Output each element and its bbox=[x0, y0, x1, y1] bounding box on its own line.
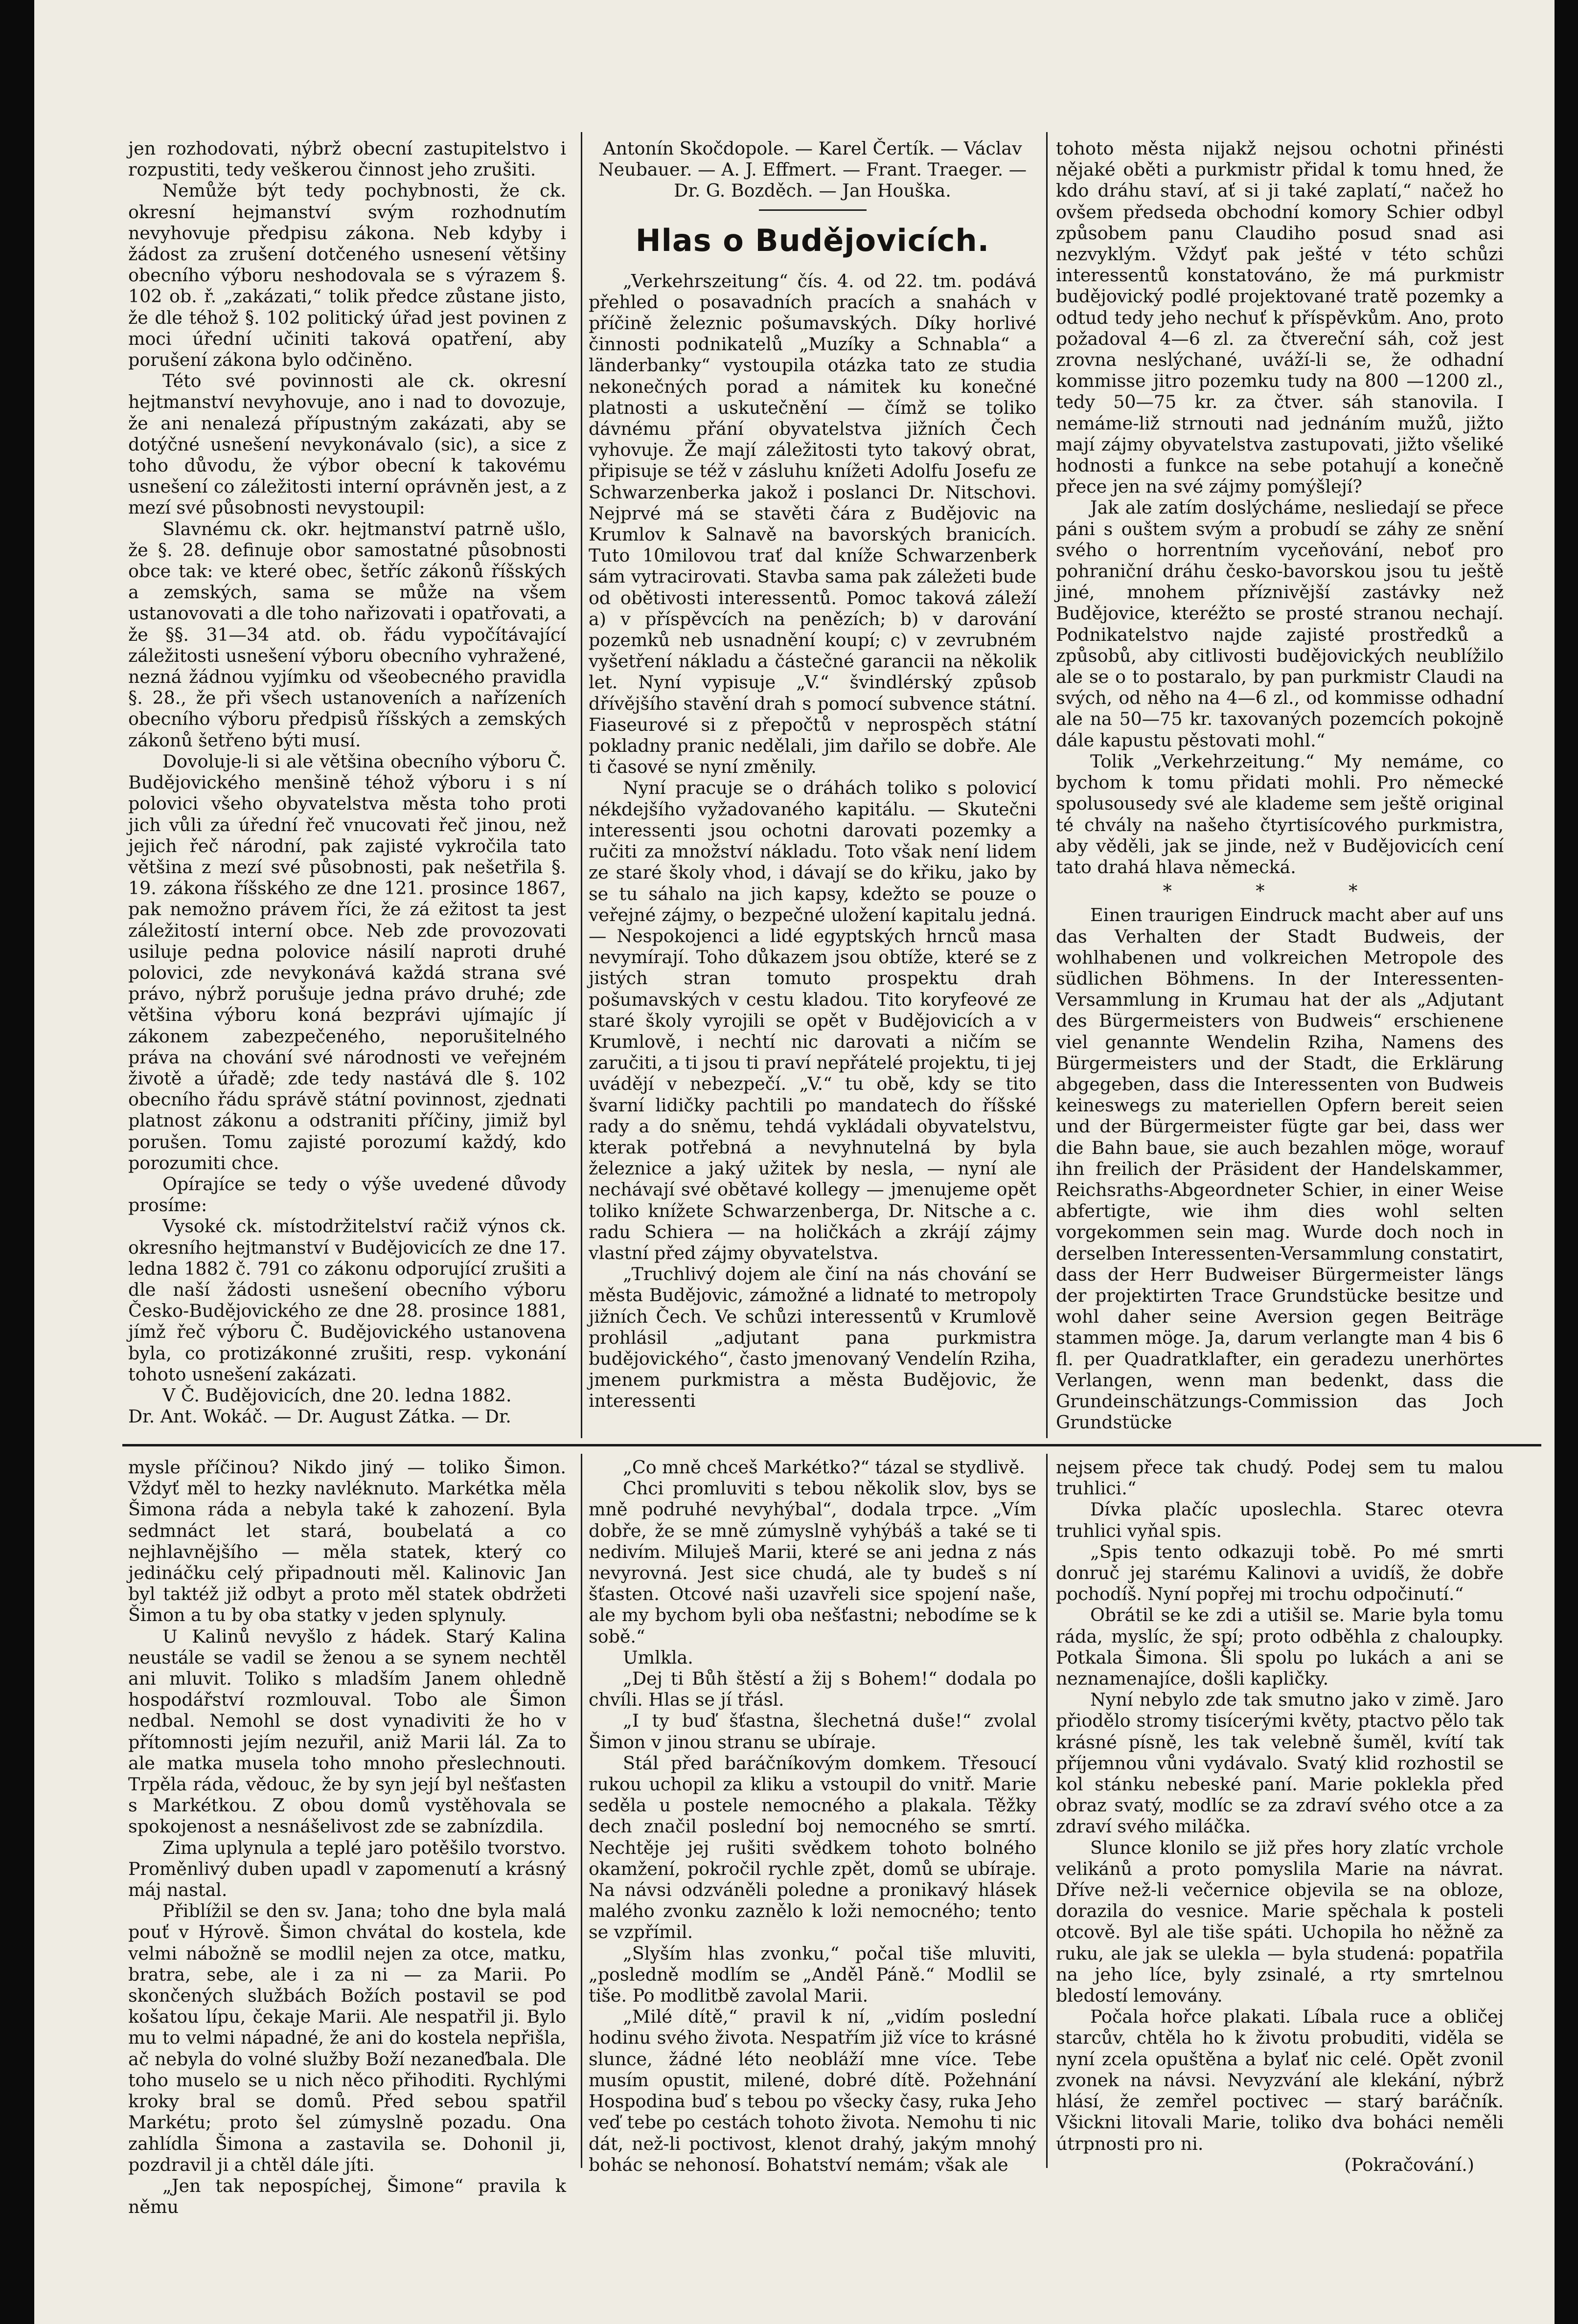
signatures: Dr. Ant. Wokáč. — Dr. August Zátka. — Dr. bbox=[128, 1406, 511, 1427]
column-rule-bottom-1 bbox=[581, 1454, 582, 2168]
story-paragraph: „Dej ti Bůh štěstí a žij s Bohem!“ dodala po chvíli. Hlas se jí třásl. bbox=[589, 1668, 1036, 1711]
top-column-3 bbox=[1056, 138, 1504, 1434]
paragraph: Vysoké ck. místodržitelství račiž výnos ck. okresního hejtmanství v Budějovicích ze dne 17. ledna 1882 č. 791 co zákonu odporující zrušiti a dle naší žádosti usnešení obecního výboru Česko-Budějovického ze dne 28. prosince 1881, jímž řeč výboru Č. Budějovického ustanovena byla, co protizákonné zrušiti, resp. vykonání tohoto usnešení zakázati. bbox=[128, 1216, 566, 1385]
paragraph: tohoto města nijakž nejsou ochotni přinésti nějaké oběti a purkmistr přidal k tomu hned, že kdo dráhu staví, ať si ji také zaplatí,“ načež ho ovšem předseda obchodní komory Schier odbyl způsobem panu Claudiho posud snad asi nezvyklým. Vždyť pak ješté v této schůzi interessentů konstatováno, že má purkmistr budějovický podlé projektované tratě pozemky a odtud tedy jeho nechuť k příspěvkům. Ano, proto požadoval 4—6 zl. za čtvereční sáh, což jest zrovna neslýchané, uváží-li se, že odhadní kommisse jitro pozemku tudy na 800 —1200 zl., tedy 50—75 kr. za čtver. sáh stanovila. I nemáme-liž strnouti nad jednáním mužů, jižto mají zájmy obyvatelstva zastupovati, jižto všeliké hodnosti a funkce na sebe potahují a konečně přece jen na své zájmy pomýšlejí? bbox=[1056, 138, 1504, 497]
story-paragraph: U Kalinů nevyšlo z hádek. Starý Kalina neustále se vadil se ženou a se synem nechtěl ani mluvit. Toliko s mladším Janem ohledně hospodářství rozmlouval. Tobo ale Šimon nedbal. Nemohl se dost vynadiviti že ho v přítomnosti jejím nezuřil, aniž Marii lál. Za to ale matka musela toho mnoho přeslechnouti. Trpěla ráda, vědouc, že by syn její byl nešťasten s Markétkou. Z obou domů vystěhovala se spokojenost a nesnášelivost zde se zabnízdila. bbox=[128, 1625, 566, 1837]
paragraph: Jak ale zatím doslýcháme, nesliedají se přece páni s ouštem svým a probudí se záhy ze snění svého o horrentním vyceňování, neboť pro pohraniční dráhu česko-bavorskou jsou tu ještě jiné, mnohem příznivější zastávky než Budějovice, kteréžto se prosté stranou nechají. Podnikatelstvo najde zajisté prostředků a způsobů, aby citlivosti budějovických neublížilo ale se o to postaralo, by pan purkmistr Claudi na svých, od něho na 4—6 zl., od kommisse odhadní ale na 50—75 kr. taxovaných pozemcích pokojně dále kapustu pěstovati mohl.“ bbox=[1056, 497, 1504, 751]
paragraph: Nyní pracuje se o dráhách toliko s polovicí nékdejšího vyžadovaného kapitálu. — Skutečni interessenti jsou ochotni darovati pozemky a ručiti za množství nákladu. Toto však není lidem ze staré školy vhod, i dávají se do křiku, jako by se tu sáhalo na jich kapsy, kdežto se pouze o veřejné zájmy, o bezpečné uložení kapitalu jedná. — Nespokojenci a lidé egyptských hrnců masa nevymírají. Toho důkazem jsou obtíže, které se z jistých stran tomuto prospektu drah pošumavských v cestu kladou. Tito koryfeové ze staré školy vyrojili se opět v Budějovicích a v Krumlově, i nechtí nic darovati a ničím se zaručiti, a ti jsou ti praví nepřátelé projektu, ti jej uvádějí v nebezpečí. „V.“ tu obě, kdy se tito švarní lidičky pachtili po mandatech do říšské rady a do sněmu, tehdá vykládali obyvatelstvu, kterak potřebná a nevyhnutelná by byla železnice a jaký užitek by nesla, — nyní ale nechávají své obětavé kollegy — jmenujeme opět toliko knížete Schwarzenberga, Dr. Nitsche a c. radu Schiera — na holičkách a zkrájí zájmy vlastní před zájmy obyvatelstva. bbox=[589, 777, 1036, 1264]
story-paragraph: „Spis tento odkazuji tobě. Po mé smrti donruč jej starému Kalinovi a uvidíš, že dobře pochodíš. Nyní popřej mi trochu odpočinutí.“ bbox=[1056, 1541, 1504, 1605]
story-paragraph: Umlkla. bbox=[623, 1647, 693, 1668]
scan-edge-left bbox=[0, 0, 34, 2324]
story-paragraph: „Slyším hlas zvonku,“ počal tiše mluviti, „posledně modlím se „Anděl Páně.“ Modlil se tiše. Po modlitbě zavolal Marii. bbox=[589, 1942, 1036, 2007]
bottom-column-3 bbox=[1056, 1457, 1504, 2175]
paragraph-german: Einen traurigen Eindruck macht aber auf uns das Verhalten der Stadt Budweis, der wohlhabenen und volkreichen Metropole des südlichen Böhmens. In der Interessenten-Versammlung in Krumau hat der als „Adjutant des Bürgermeisters von Budweis“ erschienene viel genannte Wendelin Rziha, Namens des Bürgermeisters und der Stadt, die Erklärung abgegeben, dass die Interessenten von Budweis keineswegs zu materiellen Opfern bereit seien und der Bürgermeister fügte gar bei, dass wer die Bahn baue, sie auch bezahlen möge, worauf ihn freilich der Präsident der Handelskammer, Reichsraths-Abgeordneter Schier, in einer Weise abfertigte, wie ihm dies wohl selten vorgekommen sein mag. Wurde doch noch in derselben Interessenten-Versammlung constatirt, dass der Herr Budweiser Bürgermeister längs der projektirten Trace Grundstücke besitze und wohl daher seine Aversion gegen Beiträge stammen möge. Ja, darum verlangte man 4 bis 6 fl. per Quadratklafter, ein geradezu unerhörtes Verlangen, wenn man bedenkt, dass die Grundeinschätzungs-Commission das Joch Grundstücke bbox=[1056, 904, 1504, 1433]
story-paragraph: Zima uplynula a teplé jaro potěšilo tvorstvo. Proměnlivý duben upadl v zapomenutí a krásný máj nastal. bbox=[128, 1837, 566, 1901]
story-paragraph: Stál před baráčníkovým domkem. Třesoucí rukou uchopil za kliku a vstoupil do vnitř. Marie seděla u postele nemocného a plakala. Těžky dech značil poslední boj nemocného se smrtí. Nechtěje jej rušiti svědkem tohoto bolného okamžení, pokročil rychle zpět, domů se ubíraje. Na návsi odzváněli poledne a pronikavý hlásek malého zvonku zaznělo k loži nemocného; tento se vzpřímil. bbox=[589, 1752, 1036, 1943]
bottom-column-1 bbox=[128, 1457, 566, 2218]
top-column-1 bbox=[128, 138, 566, 1434]
column-rule-bottom-2 bbox=[1046, 1454, 1048, 2168]
story-paragraph: Nyní nebylo zde tak smutno jako v zimě. Jaro přiodělo stromy tisícerými květy, ptactvo pělo tak krásné písně, les tak velebně šuměl, kvítí tak příjemnou vůni vydávalo. Svatý klid rozhostil se kol stánku nebeské paní. Marie poklekla před obraz svatý, modlíc se za zdraví svého otce a za zdraví svého miláčka. bbox=[1056, 1689, 1504, 1837]
story-paragraph: Chci promluviti s tebou několik slov, bys se mně podruhé nevyhýbal“, dodala trpce. „Vím dobře, že se mně zúmyslně vyhýbáš a také se ti nedivím. Miluješ Marii, které se ani jedna z nás nevyrovná. Jest sice chudá, ale ty budeš s ní šťasten. Otcové naši uzavřeli sice spojení naše, ale my bychom byli oba nešťastni; nebodíme se k sobě.“ bbox=[589, 1478, 1036, 1647]
section-divider bbox=[122, 1444, 1541, 1446]
story-paragraph: mysle příčinou? Nikdo jiný — toliko Šimon. Vždyť měl to hezky navléknuto. Markétka měla Šimona ráda a nebyla také k zahození. Byla sedmnáct let stará, boubelatá a co nejhlavnějšího — měla statek, který co jedináčku celý připadnouti měl. Kalinovic Jan byl taktéž již odbyt a proto měl statek obdržeti Šimon a tu by oba statky v jeden splynuly. bbox=[128, 1457, 566, 1626]
to-be-continued: (Pokračování.) bbox=[1344, 2154, 1474, 2175]
column-rule-top-1 bbox=[581, 132, 582, 1438]
paragraph: Slavnému ck. okr. hejtmanství patrně ušlo, že §. 28. definuje obor samostatné působnosti obce tak: ve které obec, šetříc zákonů říšských a zemských, sama se může na všem ustanovovati a dle toho nařizovati i opatřovati, a že §§. 31—34 atd. ob. řádu vypočítávající záležitosti usnešení výboru obecního vyhražené, nezná žádnou vyjímku od všeobecného pravidla §. 28., že při všech ustanoveních a nařízeních obecního výboru předpisů říšských a zemských zákonů šetřeno býti musí. bbox=[128, 518, 566, 751]
story-paragraph: „Jen tak nepospíchej, Šimone“ pravila k němu bbox=[128, 2175, 566, 2218]
paragraph: „Verkehrszeitung“ čís. 4. od 22. tm. podává přehled o posavadních pracích a snahách v příčině železnic pošumavských. Díky horlivé činnosti podnikatelů „Muzíky a Schnabla“ a länderbanky“ vystoupila otázka tato ze studia nekonečných porad a námitek ku konečné platnosti a uskutečnění — čímž se toliko dávnému přání obyvatelstva jižních Čech vyhovuje. Že mají záležitosti tyto takový obrat, připisuje se též v zásluhu knížeti Adolfu Josefu ze Schwarzenberka jakož i poslanci Dr. Nitschovi. Nejprvé má se stavěti čára z Budějovic na Krumlov k Salnavě na bavorských branicích. Tuto 10milovou trať dal kníže Schwarzenberk sám vytracirovati. Stavba sama pak záležeti bude od obětivosti interessentů. Pomoc taková záleží a) v příspěvcích na penězích; b) v darování pozemků neb usnadnění koupí; c) v zevrubném vyšetření nákladu a částečné garancii na několik let. Nyní vypisuje „V.“ švindlérský způsob dřívějšího stavění drah s pomocí subvence státní. Fiaseurové si z přepočtů v neprospěch státní pokladny pranic nedělali, jim dařilo se dobře. Ale ti časové se nyní změnily. bbox=[589, 270, 1036, 778]
story-paragraph: Přiblížil se den sv. Jana; toho dne byla malá pouť v Hýrově. Šimon chvátal do kostela, kde velmi nábožně se modlil nejen za otce, matku, bratra, sebe, ale i za ni — za Marii. Po skončených službách Božích postavil se pod košatou lípu, čekaje Marii. Ale nespatřil ji. Bylo mu to velmi nápadné, že ani do kostela nepřišla, ač nebyla do volné služby Boží nezaneďbala. Dle toho muselo se u nich něco přihoditi. Rychlými kroky bral se domů. Před sebou spatřil Markétu; proto šel zúmyslně pozadu. Ona zahlídla Šimona a zastavila se. Dohonil ji, pozdravil ji a chtěl dále jíti. bbox=[128, 1900, 566, 2175]
signatures-continued: Antonín Skočdopole. — Karel Čertík. — Václav Neubauer. — A. J. Effmert. — Frant. Traeger. — Dr. G. Bozděch. — Jan Houška. bbox=[598, 138, 1027, 202]
story-paragraph: Dívka plačíc uposlechla. Starec otevra truhlici vyňal spis. bbox=[1056, 1499, 1504, 1541]
story-paragraph: Slunce klonilo se již přes hory zlatíc vrchole velikánů a proto pomyslila Marie na návrat. Dříve než-li večernice objevila se na obloze, dorazila do vesnice. Marie spěchala k posteli otcově. Byl ale tiše spáti. Uchopila ho něžně za ruku, ale jak se ulekla — byla studená: popatřila na jeho líce, byly zsinalé, a rty smrtelnou bledostí lemovány. bbox=[1056, 1837, 1504, 2007]
paragraph: Nemůže být tedy pochybnosti, že ck. okresní hejmanství svým rozhodnutím nevyhovuje předpisu zákona. Neb kdyby i žádost za zrušení dotčeného usnesení většiny obecního výboru neshodovala se s výrazem §. 102 ob. ř. „zakázati,“ tolik předce zůstane jisto, že dle téhož §. 102 politický úřad jest povinen z moci úřední učiniti taková opatření, aby porušení zákona bylo odčiněno. bbox=[128, 180, 566, 371]
top-column-2 bbox=[589, 138, 1036, 1434]
asterism: * * * bbox=[1163, 880, 1397, 902]
paragraph: Této své povinnosti ale ck. okresní hejtmanství nevyhovuje, ano i nad to dovozuje, že ani nenalezá přípustným zakázati, aby se dotýčné usnešení nevykonávalo (sic), a sice z toho důvodu, že výbor obecní k takovému usnešení co záležitosti interní oprávněn jest, a z mezí své působnosti nevystoupil: bbox=[128, 370, 566, 519]
scan-edge-right bbox=[1555, 0, 1578, 2324]
article-headline: Hlas o Budějovicích. bbox=[635, 222, 990, 258]
story-paragraph: „I ty buď šťastna, šlechetná duše!“ zvolal Šimon v jinou stranu se ubíraje. bbox=[589, 1710, 1036, 1753]
paragraph: jen rozhodovati, nýbrž obecní zastupitelstvo i rozpustiti, tedy veškerou činnost jeho zrušiti. bbox=[128, 138, 566, 181]
paragraph: Opírajíce se tedy o výše uvedené důvody prosíme: bbox=[128, 1173, 566, 1216]
story-paragraph: „Milé dítě,“ pravil k ní, „vidím poslední hodinu svého života. Nespatřím již více to krásné slunce, žádné léto neobláží mne více. Tebe musím opustit, milené, dobré dítě. Požehnání Hospodina buď s tebou po všecky časy, ruka Jeho veď tebe po cestách tohoto života. Nemohu ti nic dát, než-li poctivost, klenot drahý, jakým mnohý bohác se nehonosí. Bohatství nemám; však ale bbox=[589, 2006, 1036, 2175]
paragraph: „Truchlivý dojem ale činí na nás chování se města Budějovic, zámožné a lidnaté to metropoly jižních Čech. Ve schůzi interessentů v Krumlově prohlásil „adjutant pana purkmistra budějovického“, často jmenovaný Vendelín Rziha, jmenem purkmistra a města Budějovic, že interessenti bbox=[589, 1264, 1036, 1412]
story-paragraph: „Co mně chceš Markétko?“ tázal se stydlivě. bbox=[623, 1457, 1025, 1478]
story-paragraph: Obrátil se ke zdi a utišil se. Marie byla tomu ráda, myslíc, že spí; proto odběhla z chaloupky. Potkala Šimona. Šli spolu po lukách a ani se neznamenajíce, došli kapličky. bbox=[1056, 1604, 1504, 1690]
story-paragraph: nejsem přece tak chudý. Podej sem tu malou truhlici.“ bbox=[1056, 1457, 1504, 1499]
paragraph: Tolik „Verkehrzeitung.“ My nemáme, co bychom k tomu přidati mohli. Pro německé spolusousedy své ale klademe sem ještě original té chvály na našeho čtyrtisícového purkmistra, aby věděli, jak se jinde, než v Budějovicích cení tato drahá hlava německá. bbox=[1056, 750, 1504, 878]
story-paragraph: Počala hořce plakati. Líbala ruce a obličej starcův, chtěla ho k životu probuditi, viděla se nyní zcela opuštěna a bylať nic celé. Opět zvonil zvonek na návsi. Nevyzvání ale klekání, nýbrž hlásí, že zemřel poctivec — starý baráčník. Všickni litovali Marie, toliko dva boháci neměli útrpnosti pro ni. bbox=[1056, 2006, 1504, 2154]
paragraph: Dovoluje-li si ale většina obecního výboru Č. Budějovického menšině téhož výboru i s ní polovici všeho obyvatelstva města toho proti jich vůli za úřední řeč vnucovati řeč jinou, než jejich řeč národní, pak zajisté vykročila tato většina z mezí své působnosti, pak nešetřila §. 19. zákona říšského ze dne 121. prosince 1867, pak nemožno právem říci, že zá ežitost ta jest záležitostí interní obce. Neb zde provozovati usiluje pedna polovice násilí naproti druhé polovici, zde nevykonává každá strana své právo, nýbrž porušuje jedna právo druhé; zde většina výboru koná bezprávi ujímajíc jí zákonem zabezpečeného, neporušitelného práva na chování své národnosti ve veřejném životě a úřadě; zde tedy nastává dle §. 102 obecního řádu správě státní povinnost, zjednati platnost zákonu a odstraniti příčiny, jimiž byl porušen. Tomu zajisté porozumí každý, kdo porozumiti chce. bbox=[128, 750, 566, 1173]
dateline: V Č. Budějovicích, dne 20. ledna 1882. bbox=[162, 1384, 512, 1406]
short-rule bbox=[759, 209, 867, 211]
column-rule-top-2 bbox=[1046, 132, 1048, 1438]
bottom-column-2 bbox=[589, 1457, 1036, 2175]
